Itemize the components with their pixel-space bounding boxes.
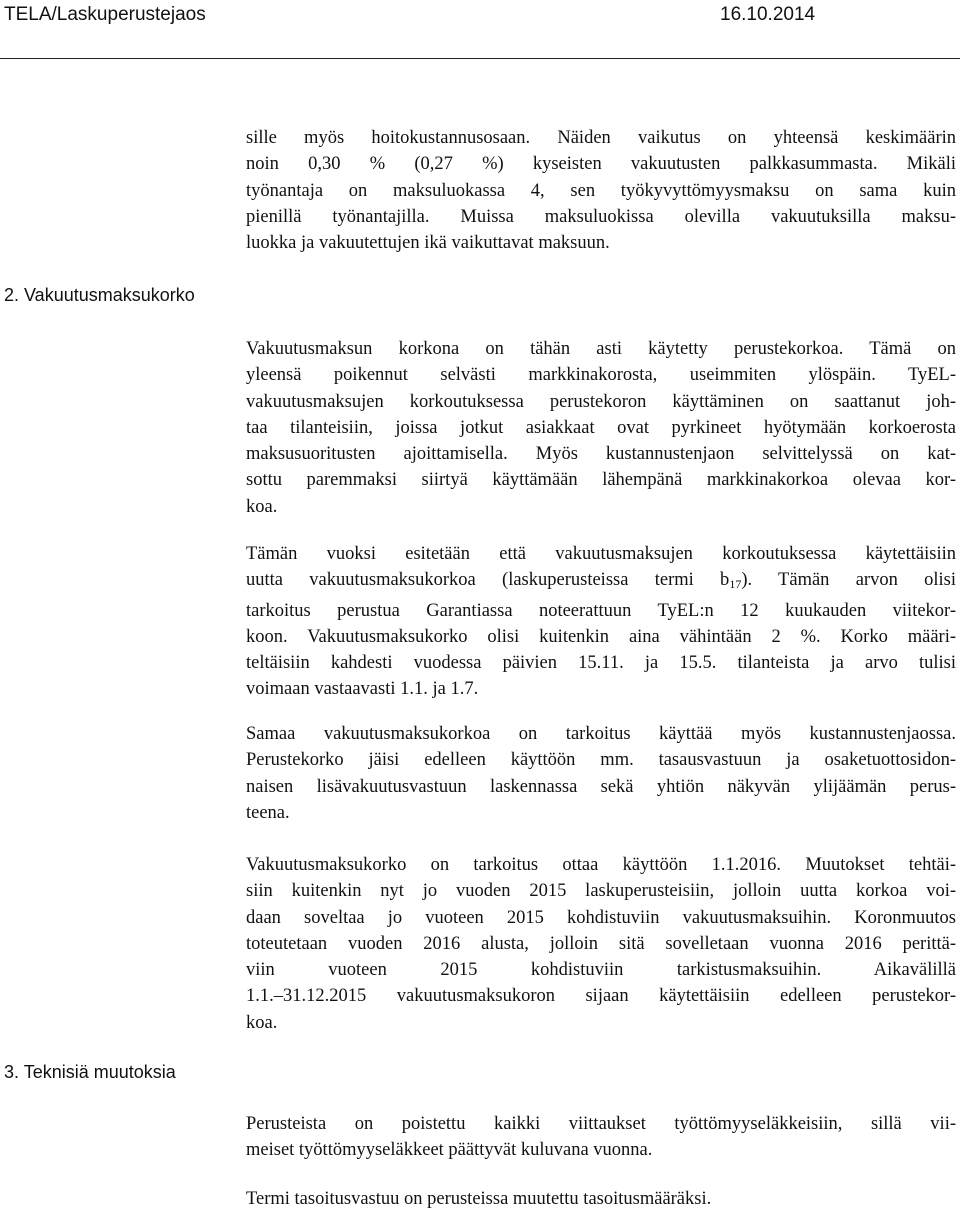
text-line: Perusteista on poistettu kaikki viittaukset työttömyyseläkkeisiin, sillä vii- (246, 1114, 956, 1134)
header-rule (0, 58, 960, 59)
text-line: Termi tasoitusvastuu on perusteissa muutettu tasoitusmääräksi. (246, 1189, 712, 1209)
text-line: sille myös hoitokustannusosaan. Näiden vaikutus on yhteensä keskimäärin (246, 128, 956, 148)
text-line: siin kuitenkin nyt jo vuoden 2015 laskuperusteisiin, jolloin uutta korkoa voi- (246, 881, 956, 902)
text-line: noin 0,30 % (0,27 %) kyseisten vakuutusten palkkasummasta. Mikäli (246, 154, 956, 175)
paragraph-3 (246, 541, 956, 703)
paragraph-4 (246, 721, 956, 826)
text-line: koa. (246, 496, 278, 517)
text-line: maksusuoritusten ajoittamisella. Myös kustannustenjaon selvittelyssä on kat- (246, 444, 956, 465)
subscript: 17 (729, 577, 742, 592)
text-fragment: ). Tämän arvon olisi (741, 570, 956, 591)
text-fragment: uutta vakuutusmaksukorkoa (laskuperusteissa termi b (246, 570, 730, 591)
text-line: naisen lisävakuutusvastuun laskennassa sekä yhtiön näkyvän ylijäämän perus- (246, 776, 956, 797)
text-line: toteutetaan vuoden 2016 alusta, jolloin sitä sovelletaan vuonna 2016 perittä- (246, 933, 956, 954)
text-line: teltäisiin kahdesti vuodessa päivien 15.11. ja 15.5. tilanteista ja arvo tulisi (246, 653, 956, 674)
text-line: Perustekorko jäisi edelleen käyttöön mm. tasausvastuun ja osaketuottosidon- (246, 750, 956, 771)
text-line: luokka ja vakuutettujen ikä vaikuttavat maksuun. (246, 233, 610, 254)
text-line (246, 567, 956, 597)
text-line: viin vuoteen 2015 kohdistuviin tarkistusmaksuihin. Aikavälillä (246, 960, 956, 981)
section-heading-2: 2. Vakuutusmaksukorko (4, 285, 195, 305)
text-line: koa. (246, 1012, 278, 1033)
text-line: Tämän vuoksi esitetään että vakuutusmaksujen korkoutuksessa käytettäisiin (246, 544, 956, 564)
paragraph-6 (246, 1111, 956, 1164)
text-line: teena. (246, 802, 290, 823)
text-line: koon. Vakuutusmaksukorko olisi kuitenkin aina vähintään 2 %. Korko määri- (246, 626, 956, 647)
text-line: pienillä työnantajilla. Muissa maksuluokissa olevilla vakuutuksilla maksu- (246, 206, 956, 227)
text-line: Vakuutusmaksukorko on tarkoitus ottaa käyttöön 1.1.2016. Muutokset tehtäi- (246, 855, 956, 875)
paragraph-5 (246, 852, 956, 1036)
document-id: TELA/Laskuperustejaos (4, 4, 206, 25)
text-line: vakuutusmaksujen korkoutuksessa perustekoron käyttäminen on saattanut joh- (246, 391, 956, 412)
paragraph-7 (246, 1186, 956, 1212)
text-line: tarkoitus perustua Garantiassa noteerattuun TyEL:n 12 kuukauden viitekor- (246, 600, 956, 621)
paragraph-1 (246, 125, 956, 256)
text-line: taa tilanteisiin, joissa jotkut asiakkaat ovat pyrkineet hyötymään korkoerosta (246, 417, 956, 438)
text-line: sottu paremmaksi siirtyä käyttämään lähempänä markkinakorkoa olevaa kor- (246, 470, 956, 491)
text-line: Vakuutusmaksun korkona on tähän asti käytetty perustekorkoa. Tämä on (246, 339, 956, 359)
text-line: meiset työttömyyseläkkeet päättyvät kuluvana vuonna. (246, 1140, 653, 1161)
text-line: voimaan vastaavasti 1.1. ja 1.7. (246, 679, 479, 700)
text-line: daan soveltaa jo vuoteen 2015 kohdistuviin vakuutusmaksuihin. Koronmuutos (246, 907, 956, 928)
page-header (0, 0, 960, 60)
text-line: työnantaja on maksuluokassa 4, sen työkyvyttömyysmaksu on sama kuin (246, 180, 956, 201)
section-heading-3: 3. Teknisiä muutoksia (4, 1062, 176, 1082)
paragraph-2 (246, 336, 956, 520)
text-line: 1.1.–31.12.2015 vakuutusmaksukoron sijaan käytettäisiin edelleen perustekor- (246, 986, 956, 1007)
text-line: yleensä poikennut selvästi markkinakorosta, useimmiten ylöspäin. TyEL- (246, 365, 956, 386)
text-line: Samaa vakuutusmaksukorkoa on tarkoitus käyttää myös kustannustenjaossa. (246, 724, 956, 744)
document-date: 16.10.2014 (720, 4, 816, 25)
